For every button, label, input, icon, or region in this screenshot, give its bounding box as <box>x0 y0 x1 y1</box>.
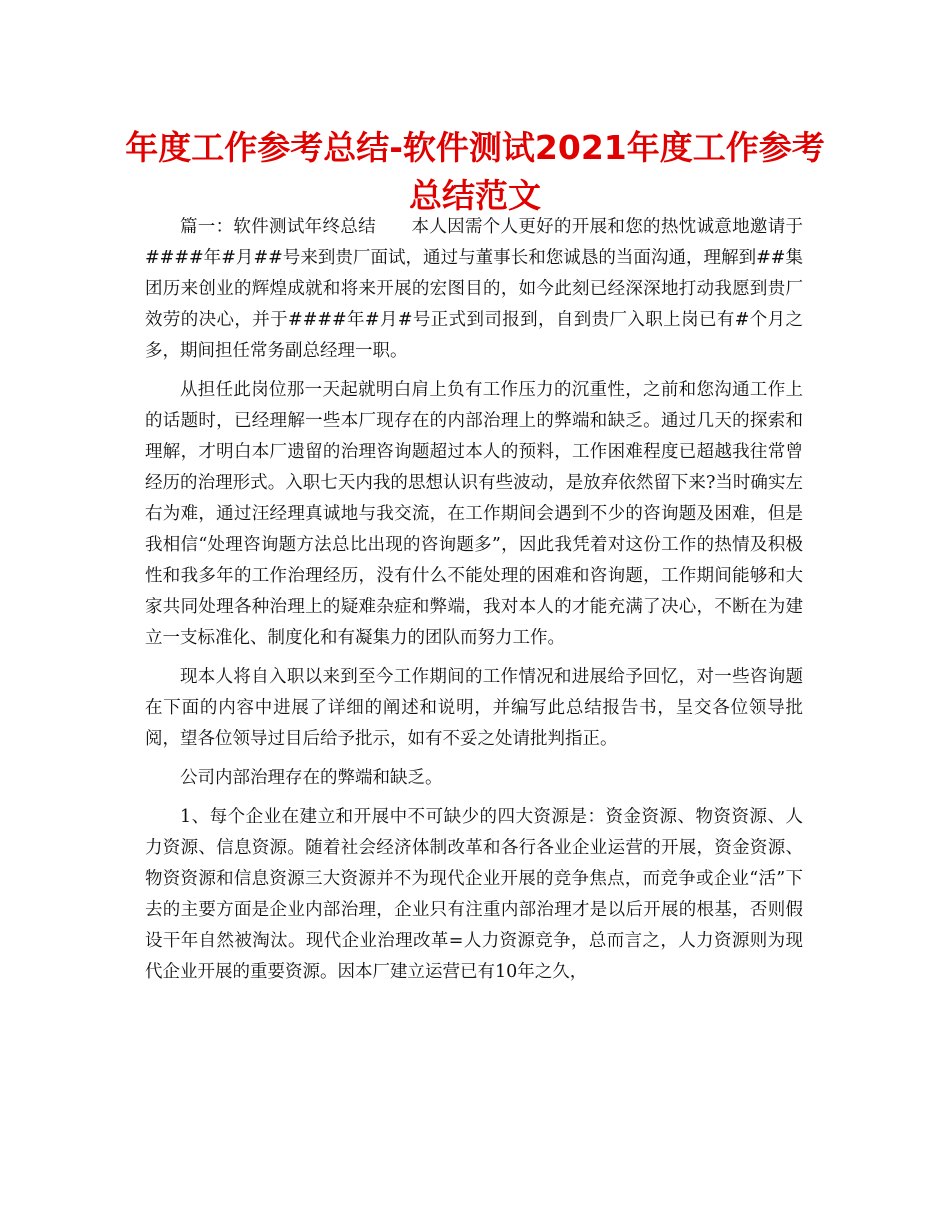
paragraph-pressure: 从担任此岗位那一天起就明白肩上负有工作压力的沉重性，之前和您沟通工作上的话题时，已经理解一些本厂现存在的内部治理上的弊端和缺乏。通过几天的探索和理解，才明白本厂遗留的治理咨询题超过本人的预料，工作困难程度已超越我往常曾经历的治理形式。入职七天内我的思想认识有些波动，是放弃依然留下来?当时确实左右为难，通过汪经理真诚地与我交流，在工作期间会遇到不少的咨询题及困难，但是我相信“处理咨询题方法总比出现的咨询题多”，因此我凭着对这份工作的热情及积极性和我多年的工作治理经历，没有什么不能处理的困难和咨询题，工作期间能够和大家共同处理各种治理上的疑难杂症和弊端，我对本人的才能充满了决心，不断在为建立一支标准化、制度化和有凝集力的团队而努力工作。 <box>145 380 803 648</box>
document-title: 年度工作参考总结-软件测试2021年度工作参考总结范文 <box>125 128 825 215</box>
paragraph-heading-issues: 公司内部治理存在的弊端和缺乏。 <box>180 768 443 788</box>
paragraph-intro: 篇一：软件测试年终总结 本人因需个人更好的开展和您的热忱诚意地邀请于####年#月##号来到贵厂面试，通过与董事长和您诚恳的当面沟通，理解到##集团历来创业的辉煌成就和将来开展的宏图目的，如今此刻已经深深地打动我愿到贵厂效劳的决心，并于####年#月#号正式到司报到，自到贵厂入职上岗已有#个月之多，期间担任常务副总经理一职。 <box>145 217 803 361</box>
document-body <box>145 212 803 996</box>
paragraph-review: 现本人将自入职以来到至今工作期间的工作情况和进展给予回忆，对一些咨询题在下面的内容中进展了详细的阐述和说明，并编写此总结报告书，呈交各位领导批阅，望各位领导过目后给予批示，如有不妥之处请批判指正。 <box>145 667 803 749</box>
paragraph-resources: 1、每个企业在建立和开展中不可缺少的四大资源是：资金资源、物资资源、人力资源、信息资源。随着社会经济体制改革和各行各业企业运营的开展，资金资源、物资资源和信息资源三大资源并不为现代企业开展的竞争焦点，而竞争或企业“活”下去的主要方面是企业内部治理，企业只有注重内部治理才是以后开展的根基，否则假设干年自然被淘汰。现代企业治理改革=人力资源竞争，总而言之，人力资源则为现代企业开展的重要资源。因本厂建立运营已有10年之久， <box>145 807 803 982</box>
